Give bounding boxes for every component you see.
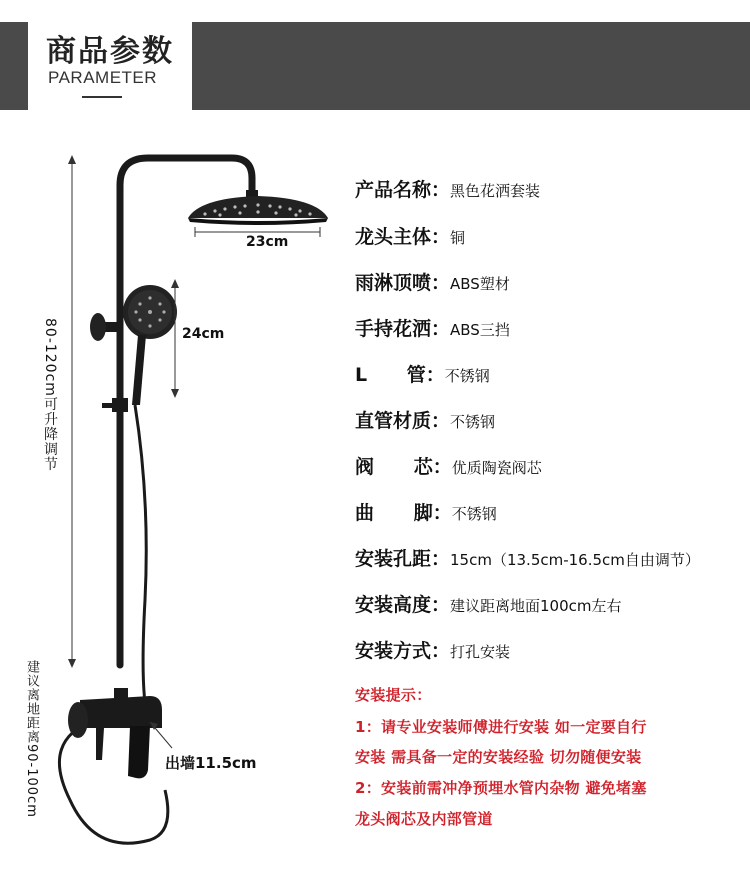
spec-value: ABS塑材 bbox=[450, 275, 510, 293]
spec-value: 不锈钢 bbox=[450, 413, 496, 431]
install-notes-heading: 安装提示： bbox=[355, 686, 432, 704]
spec-label: 龙头主体： bbox=[355, 226, 451, 248]
spec-label: 直管材质： bbox=[355, 410, 451, 432]
spec-label: 曲 脚： bbox=[355, 502, 452, 524]
install-note-line: 安装 需具备一定的安装经验 切勿随便安装 bbox=[355, 748, 642, 766]
spec-row bbox=[355, 359, 490, 391]
adjust-range-label: 80-120cm可升降调节 bbox=[42, 318, 58, 472]
spec-row bbox=[355, 174, 540, 206]
spec-label: 雨淋顶喷： bbox=[355, 272, 451, 294]
spec-label: 阀 芯： bbox=[355, 456, 452, 478]
spec-label: 安装方式： bbox=[355, 640, 451, 662]
install-note-line: 2：安装前需冲净预埋水管内杂物 避免堵塞 bbox=[355, 779, 647, 797]
spec-value: 铜 bbox=[450, 229, 466, 247]
spec-label: 安装高度： bbox=[355, 594, 451, 616]
spec-row bbox=[355, 313, 510, 345]
spec-row bbox=[355, 635, 510, 667]
spec-row bbox=[355, 543, 700, 575]
hand-shower-size: 24cm bbox=[182, 326, 225, 342]
install-note-line: 1：请专业安装师傅进行安装 如一定要自行 bbox=[355, 718, 647, 736]
spec-value: ABS三挡 bbox=[450, 321, 510, 339]
spec-row bbox=[355, 221, 465, 253]
ground-distance-label: 建议离地距离90-100cm bbox=[24, 660, 39, 818]
top-head-size: 23cm bbox=[246, 234, 289, 250]
spec-label: 产品名称： bbox=[355, 179, 451, 201]
spec-value: 打孔安装 bbox=[450, 643, 511, 661]
spec-value: 不锈钢 bbox=[444, 367, 490, 385]
spec-value: 建议距离地面100cm左右 bbox=[450, 597, 622, 615]
spec-row bbox=[355, 405, 495, 437]
spec-row bbox=[355, 451, 542, 483]
spec-row bbox=[355, 267, 510, 299]
page-subtitle: PARAMETER bbox=[48, 68, 158, 87]
spec-value: 不锈钢 bbox=[451, 505, 497, 523]
spec-label: 安装孔距： bbox=[355, 548, 451, 570]
spec-value: 15cm（13.5cm-16.5cm自由调节） bbox=[450, 551, 700, 569]
spec-label: 手持花洒： bbox=[355, 318, 451, 340]
spec-value: 黑色花洒套装 bbox=[450, 182, 541, 200]
spec-label: L 管： bbox=[355, 364, 445, 386]
install-note-line: 龙头阀芯及内部管道 bbox=[355, 810, 493, 828]
spec-row bbox=[355, 589, 622, 621]
page-title: 商品参数 bbox=[46, 34, 174, 69]
spec-value: 优质陶瓷阀芯 bbox=[451, 459, 542, 477]
wall-out-label: 出墙11.5cm bbox=[165, 754, 257, 772]
spec-row bbox=[355, 497, 497, 529]
